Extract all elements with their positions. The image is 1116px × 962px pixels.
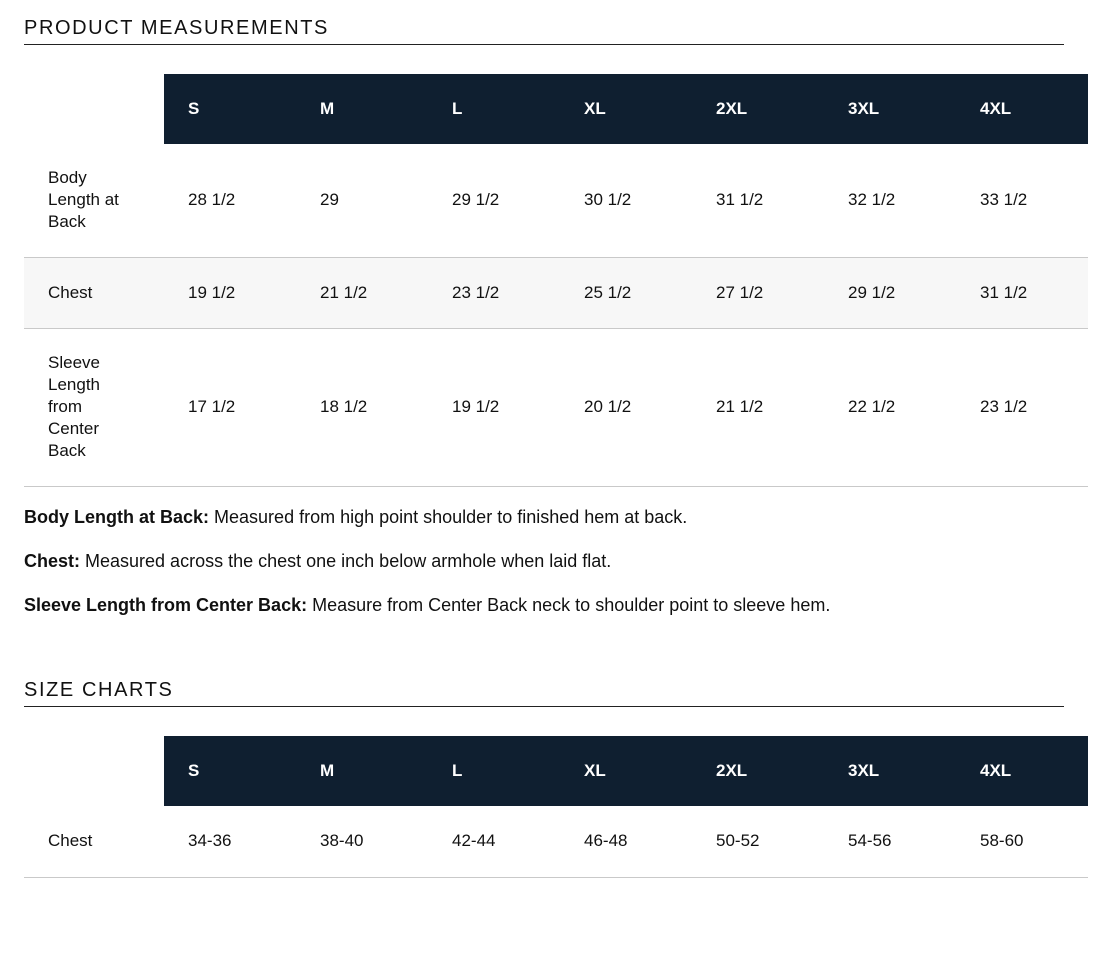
size-header-m: M bbox=[296, 736, 428, 806]
table-cell: 27 1/2 bbox=[692, 257, 824, 328]
header-corner bbox=[24, 736, 164, 806]
table-cell: 18 1/2 bbox=[296, 328, 428, 486]
measurements-header-row bbox=[24, 74, 1088, 144]
size-header-l: L bbox=[428, 736, 560, 806]
table-cell: 21 1/2 bbox=[296, 257, 428, 328]
size-header-xl: XL bbox=[560, 736, 692, 806]
row-label: Body Length at Back bbox=[24, 144, 164, 257]
table-cell: 58-60 bbox=[956, 806, 1088, 877]
size-header-4xl: 4XL bbox=[956, 736, 1088, 806]
table-cell: 31 1/2 bbox=[956, 257, 1088, 328]
size-header-2xl: 2XL bbox=[692, 736, 824, 806]
table-cell: 21 1/2 bbox=[692, 328, 824, 486]
row-label: Sleeve Length from Center Back bbox=[24, 328, 164, 486]
table-cell: 29 bbox=[296, 144, 428, 257]
table-row-chest bbox=[24, 257, 1088, 328]
size-header-m: M bbox=[296, 74, 428, 144]
row-label: Chest bbox=[24, 806, 164, 877]
table-row-body-length bbox=[24, 144, 1088, 257]
table-cell: 28 1/2 bbox=[164, 144, 296, 257]
note-term: Sleeve Length from Center Back: bbox=[24, 595, 308, 615]
measurement-notes bbox=[24, 505, 1084, 637]
note-term: Body Length at Back: bbox=[24, 507, 210, 527]
size-charts-header-row bbox=[24, 736, 1088, 806]
table-cell: 32 1/2 bbox=[824, 144, 956, 257]
note-body-length bbox=[24, 505, 1084, 529]
table-cell: 22 1/2 bbox=[824, 328, 956, 486]
table-row-sleeve-length bbox=[24, 328, 1088, 486]
table-cell: 34-36 bbox=[164, 806, 296, 877]
table-cell: 20 1/2 bbox=[560, 328, 692, 486]
table-cell: 23 1/2 bbox=[428, 257, 560, 328]
measurements-table bbox=[24, 74, 1088, 487]
table-cell: 25 1/2 bbox=[560, 257, 692, 328]
table-cell: 54-56 bbox=[824, 806, 956, 877]
table-cell: 29 1/2 bbox=[824, 257, 956, 328]
table-cell: 38-40 bbox=[296, 806, 428, 877]
table-cell: 29 1/2 bbox=[428, 144, 560, 257]
table-cell: 46-48 bbox=[560, 806, 692, 877]
row-label: Chest bbox=[24, 257, 164, 328]
note-term: Chest: bbox=[24, 551, 81, 571]
size-header-s: S bbox=[164, 74, 296, 144]
table-cell: 42-44 bbox=[428, 806, 560, 877]
table-cell: 23 1/2 bbox=[956, 328, 1088, 486]
measurements-title: PRODUCT MEASUREMENTS bbox=[24, 16, 1064, 45]
note-text: Measure from Center Back neck to shoulder point to sleeve hem. bbox=[307, 595, 831, 615]
table-cell: 17 1/2 bbox=[164, 328, 296, 486]
table-row-chest-size bbox=[24, 806, 1088, 877]
table-cell: 33 1/2 bbox=[956, 144, 1088, 257]
note-sleeve-length bbox=[24, 593, 1084, 617]
table-cell: 30 1/2 bbox=[560, 144, 692, 257]
size-header-xl: XL bbox=[560, 74, 692, 144]
size-header-2xl: 2XL bbox=[692, 74, 824, 144]
size-header-s: S bbox=[164, 736, 296, 806]
size-header-3xl: 3XL bbox=[824, 736, 956, 806]
table-cell: 50-52 bbox=[692, 806, 824, 877]
header-corner bbox=[24, 74, 164, 144]
table-cell: 19 1/2 bbox=[164, 257, 296, 328]
size-charts-title: SIZE CHARTS bbox=[24, 678, 1064, 707]
size-charts-table bbox=[24, 736, 1088, 878]
table-cell: 19 1/2 bbox=[428, 328, 560, 486]
note-chest bbox=[24, 549, 1084, 573]
table-cell: 31 1/2 bbox=[692, 144, 824, 257]
size-header-4xl: 4XL bbox=[956, 74, 1088, 144]
note-text: Measured from high point shoulder to finished hem at back. bbox=[209, 507, 688, 527]
size-header-3xl: 3XL bbox=[824, 74, 956, 144]
note-text: Measured across the chest one inch below armhole when laid flat. bbox=[80, 551, 612, 571]
size-header-l: L bbox=[428, 74, 560, 144]
